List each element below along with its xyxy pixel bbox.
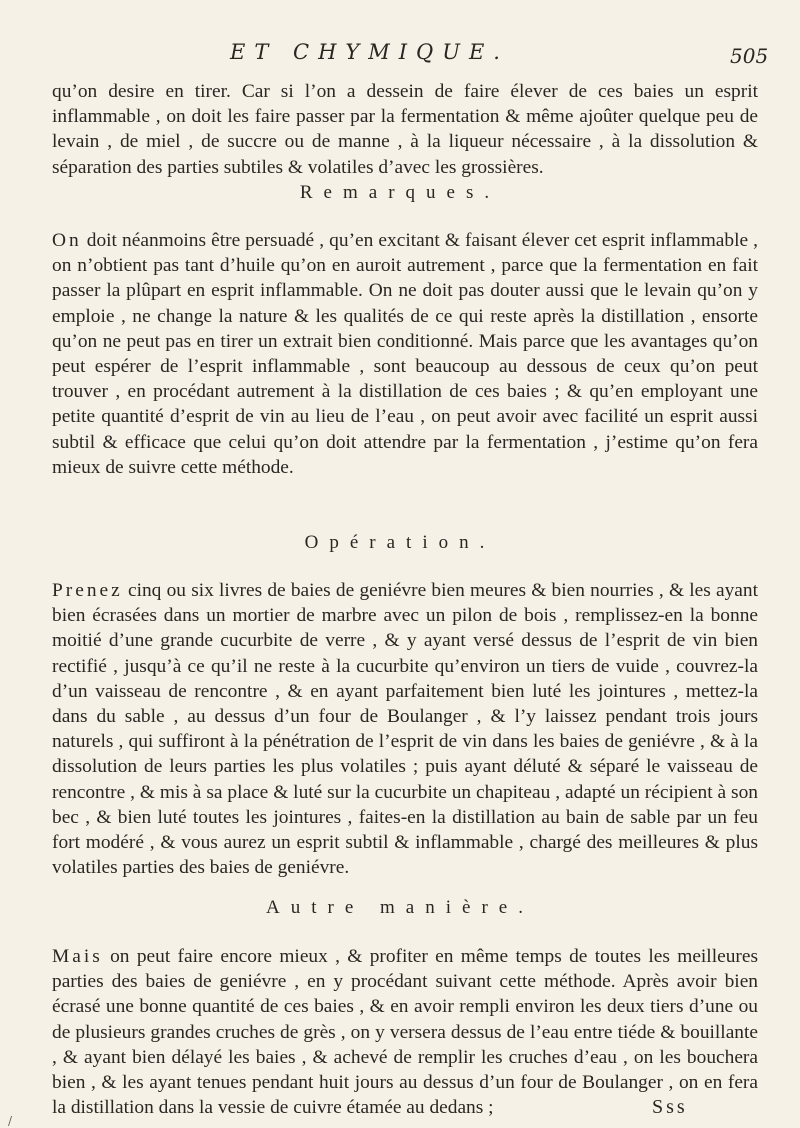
remarques-body: doit néanmoins être persuadé , qu’en excitant & faisant élever cet esprit inflammable , on n’obtient pas tant d’huile qu’on en auroit autrement , parce que la fermentation en fait passer la plûpart en esprit inflammable. On ne doit pas douter aussi que le levain qu’on y emploie , ne change la nature & les qualités de ce qui reste après la distillation , ensorte qu’on ne peut pas en tirer un extrait bien conditionné. Mais parce que les avantages qu’on peut espérer de l’esprit inflammable , sont beaucoup au dessous de ceux qu’on peut trouver , en procédant autrement à la distillation de ces baies ; & qu’en employant une petite quantité d’esprit de vin au lieu de l’eau , on peut avoir avec facilité un esprit aussi subtil & efficace que celui qu’on doit attendre par la fermentation , j’estime qu’on fera mieux de suivre cette méthode.: [52, 230, 758, 478]
operation-body: cinq ou six livres de baies de geniévre bien meures & bien nourries , & les ayant bien écrasées dans un mortier de marbre avec un pilon de bois , remplissez-en la bonne moitié d’une grande cucurbite de verre , & y ayant versé dessus de l’esprit de vin bien rectifié , jusqu’à ce qu’il ne reste à la cucurbite qu’environ un tiers de vuide , couvrez-la d’un vaisseau de rencontre , & en ayant parfaitement bien luté les jointures , mettez-la dans du sable , au dessus d’un four de Boulanger , & l’y laissez pendant trois jours naturels , qui suffiront à la pénétration de l’esprit de vin dans les baies de geniévre , & à la dissolution de leurs parties les plus volatiles ; puis ayant déluté & séparé le vaisseau de rencontre , & mis à sa place & luté sur la cucurbite un chapiteau , adapté un récipient à son bec , & bien luté toutes les jointures , faites-en la distillation au bain de sable par un feu fort modéré , & vous aurez un esprit subtil & inflammable , chargé des meilleures & plus volatiles parties des baies de geniévre.: [52, 580, 758, 879]
remarques-paragraph: [52, 228, 758, 480]
intro-paragraph: qu’on desire en tirer. Car si l’on a dessein de faire élever de ces baies un esprit inflammable , on doit les faire passer par la fermentation & même ajoûter quelque peu de levain , de miel , de succre ou de manne , à la liqueur nécessaire , à la dissolution & séparation des parties subtiles & volatiles d’avec les grossières.: [52, 81, 758, 178]
operation-paragraph: [52, 578, 758, 880]
page-number: 505: [730, 44, 769, 68]
signature-mark: Sss: [652, 1096, 688, 1118]
autre-maniere-paragraph: [52, 944, 758, 1120]
heading-remarques: Remarques.: [299, 182, 501, 203]
remarques-lead-word: On: [52, 230, 82, 251]
edge-mark: /: [8, 1114, 13, 1128]
autre-lead-word: Mais: [52, 946, 103, 967]
heading-autre-maniere: Autre manière.: [266, 897, 534, 918]
heading-operation: Opération.: [304, 532, 496, 553]
operation-lead-word: Prenez: [52, 580, 123, 601]
running-title: ET CHYMIQUE.: [230, 40, 509, 64]
autre-body: on peut faire encore mieux , & profiter en même temps de toutes les meilleures parties des baies de geniévre , en y procédant suivant cette méthode. Après avoir bien écrasé une bonne quantité de ces baies , & en avoir rempli environ les deux tiers d’une ou de plusieurs grandes cruches de grès , on y versera dessus de l’eau entre tiéde & bouillante , & ayant bien délayé les baies , & achevé de remplir les cruches d’eau , on les bouchera bien , & les ayant tenues pendant huit jours au dessus d’un four de Boulanger , on en fera la distillation dans la vessie de cuivre étamée au dedans ;: [52, 946, 758, 1119]
